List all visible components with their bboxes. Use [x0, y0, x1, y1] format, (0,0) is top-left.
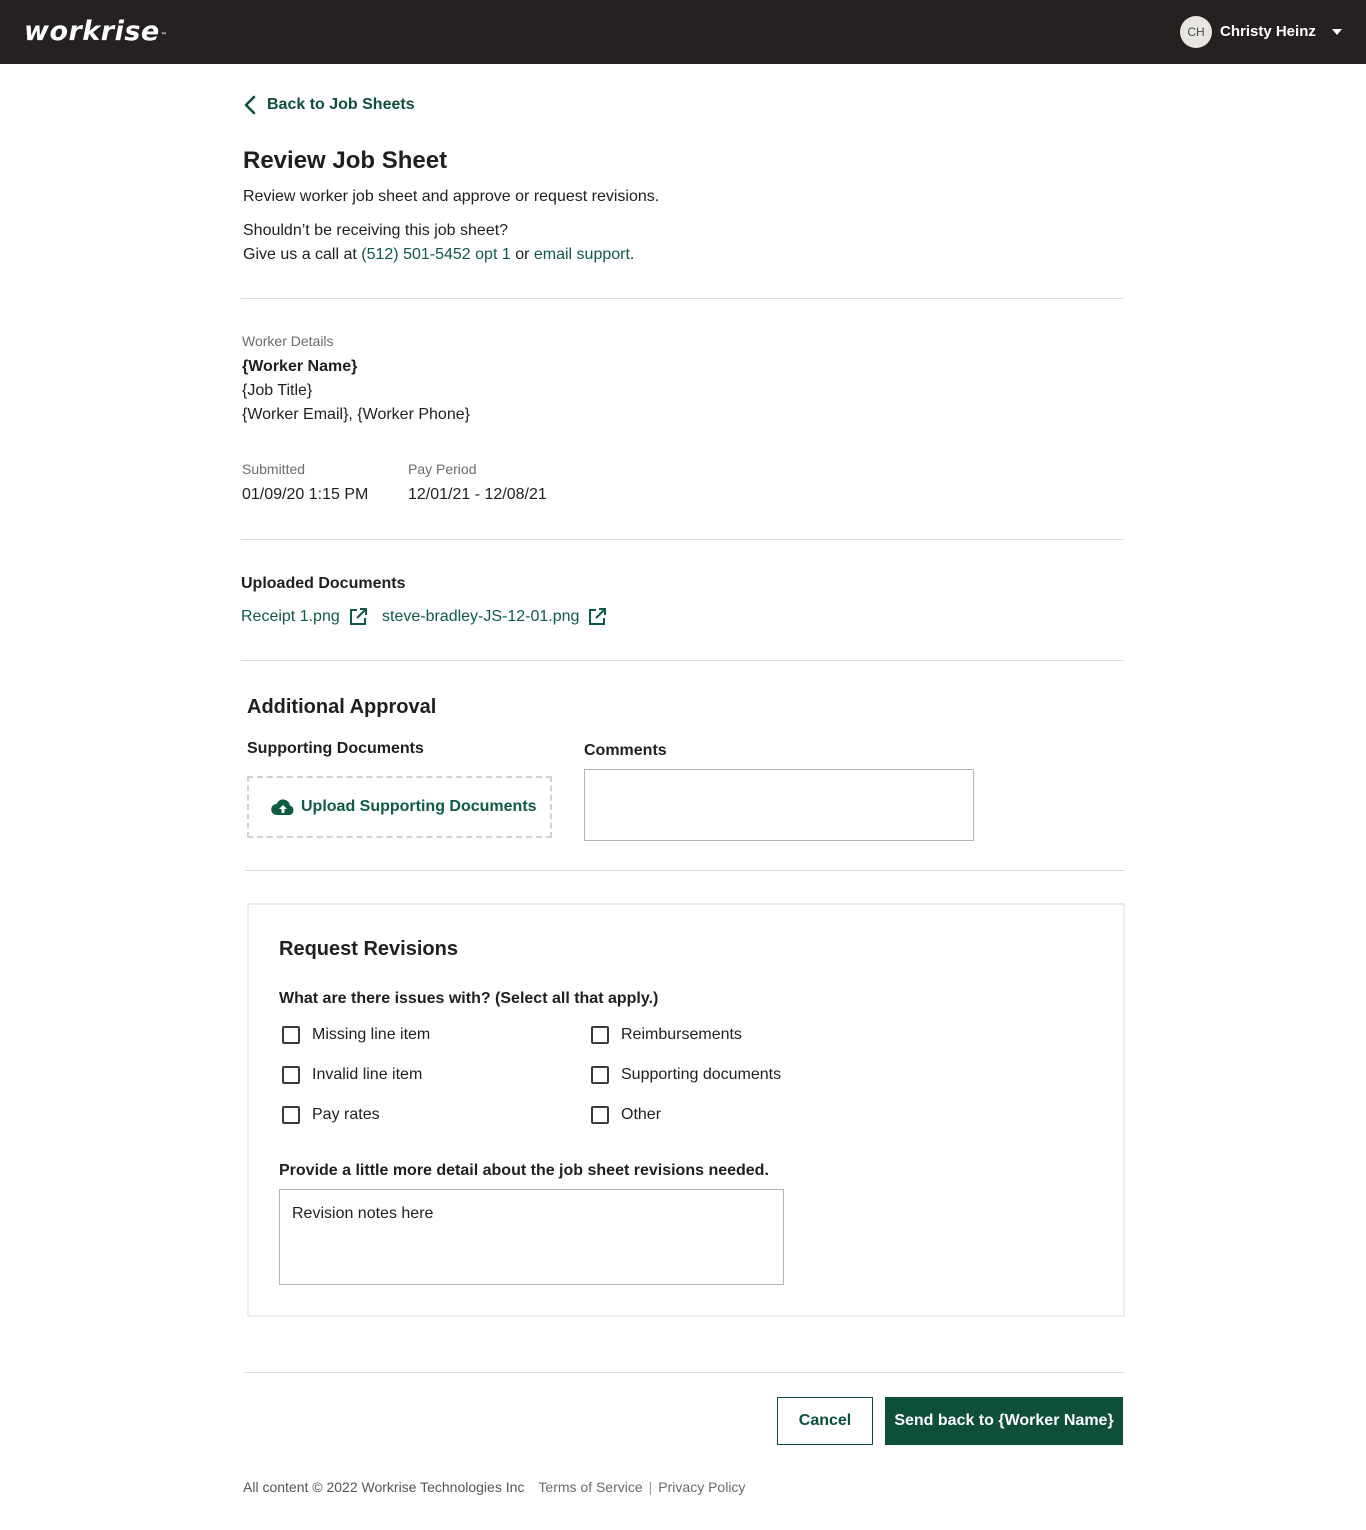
contact-notice — [243, 244, 634, 266]
notice-text: Shouldn’t be receiving this job sheet? — [243, 222, 509, 239]
chevron-down-icon[interactable] — [1332, 29, 1342, 35]
cancel-button[interactable]: Cancel — [777, 1397, 873, 1445]
divider — [241, 298, 1123, 299]
checkbox[interactable] — [282, 1066, 300, 1084]
request-revisions-heading: Request Revisions — [279, 938, 458, 960]
email-support-link[interactable]: email support — [533, 246, 630, 263]
checkbox-label: Invalid line item — [312, 1066, 423, 1083]
document-link-job-sheet[interactable] — [382, 606, 607, 628]
notice-suffix: . — [629, 246, 635, 263]
workrise-logo[interactable] — [24, 14, 167, 50]
upload-label: Upload Supporting Documents — [301, 798, 537, 815]
back-to-job-sheets-link[interactable] — [243, 94, 415, 116]
checkbox-missing-line-item[interactable] — [282, 1024, 430, 1046]
checkbox-supporting-documents[interactable] — [591, 1064, 781, 1086]
user-name[interactable]: Christy Heinz — [1220, 23, 1316, 40]
divider — [241, 539, 1123, 540]
send-back-button[interactable]: Send back to {Worker Name} — [885, 1397, 1123, 1445]
checkbox-reimbursements[interactable] — [591, 1024, 742, 1046]
worker-contact: {Worker Email}, {Worker Phone} — [242, 406, 470, 423]
page-title: Review Job Sheet — [243, 147, 448, 174]
checkbox[interactable] — [282, 1026, 300, 1044]
pay-period-label: Pay Period — [408, 461, 477, 477]
footer-separator: | — [648, 1479, 653, 1495]
logo-text: workrise — [24, 16, 160, 47]
top-bar — [0, 0, 1366, 64]
phone-link[interactable]: (512) 501-5452 opt 1 — [361, 246, 511, 263]
privacy-policy-link[interactable]: Privacy Policy — [658, 1479, 746, 1495]
checkbox-label: Reimbursements — [621, 1026, 742, 1043]
uploaded-documents-heading: Uploaded Documents — [241, 575, 406, 592]
supporting-documents-label: Supporting Documents — [247, 740, 424, 757]
footer — [243, 1477, 745, 1497]
checkbox[interactable] — [282, 1106, 300, 1124]
checkbox-other[interactable] — [591, 1104, 661, 1126]
additional-approval-heading: Additional Approval — [247, 696, 437, 718]
submitted-value: 01/09/20 1:15 PM — [242, 486, 369, 503]
checkbox[interactable] — [591, 1026, 609, 1044]
back-link-label: Back to Job Sheets — [267, 96, 415, 113]
worker-details-label: Worker Details — [242, 333, 334, 349]
checkbox-label: Missing line item — [312, 1026, 431, 1043]
external-link-icon — [587, 607, 607, 627]
divider — [245, 1372, 1125, 1373]
terms-of-service-link[interactable]: Terms of Service — [538, 1479, 643, 1495]
upload-supporting-documents-button[interactable] — [247, 776, 552, 838]
checkbox-invalid-line-item[interactable] — [282, 1064, 422, 1086]
checkbox-pay-rates[interactable] — [282, 1104, 380, 1126]
divider — [245, 870, 1125, 871]
worker-name: {Worker Name} — [242, 358, 358, 375]
checkbox[interactable] — [591, 1106, 609, 1124]
revision-detail-label: Provide a little more detail about the job sheet revisions needed. — [279, 1162, 769, 1179]
document-name: steve-bradley-JS-12-01.png — [382, 608, 580, 625]
copyright-text: All content © 2022 Workrise Technologies Inc — [243, 1479, 525, 1495]
checkbox-label: Other — [621, 1106, 662, 1123]
checkbox-label: Supporting documents — [621, 1066, 782, 1083]
external-link-icon — [348, 607, 368, 627]
document-link-receipt[interactable] — [241, 606, 368, 628]
comments-label: Comments — [584, 742, 667, 759]
pay-period-value: 12/01/21 - 12/08/21 — [408, 486, 547, 503]
notice-prefix: Give us a call at — [243, 246, 357, 263]
document-name: Receipt 1.png — [241, 608, 340, 625]
logo-trademark: ™ — [160, 32, 168, 39]
cloud-upload-icon — [271, 798, 295, 816]
page-subtitle: Review worker job sheet and approve or request revisions. — [243, 188, 660, 205]
worker-job-title: {Job Title} — [242, 382, 313, 399]
submitted-label: Submitted — [242, 461, 306, 477]
avatar[interactable]: CH — [1180, 16, 1212, 48]
checkbox[interactable] — [591, 1066, 609, 1084]
chevron-left-icon — [243, 95, 257, 115]
issues-question: What are there issues with? (Select all that apply.) — [279, 990, 659, 1007]
checkbox-label: Pay rates — [312, 1106, 380, 1123]
revision-notes-input[interactable]: Revision notes here — [279, 1189, 784, 1285]
divider — [241, 660, 1123, 661]
notice-or: or — [515, 246, 530, 263]
comments-input[interactable] — [584, 769, 974, 841]
